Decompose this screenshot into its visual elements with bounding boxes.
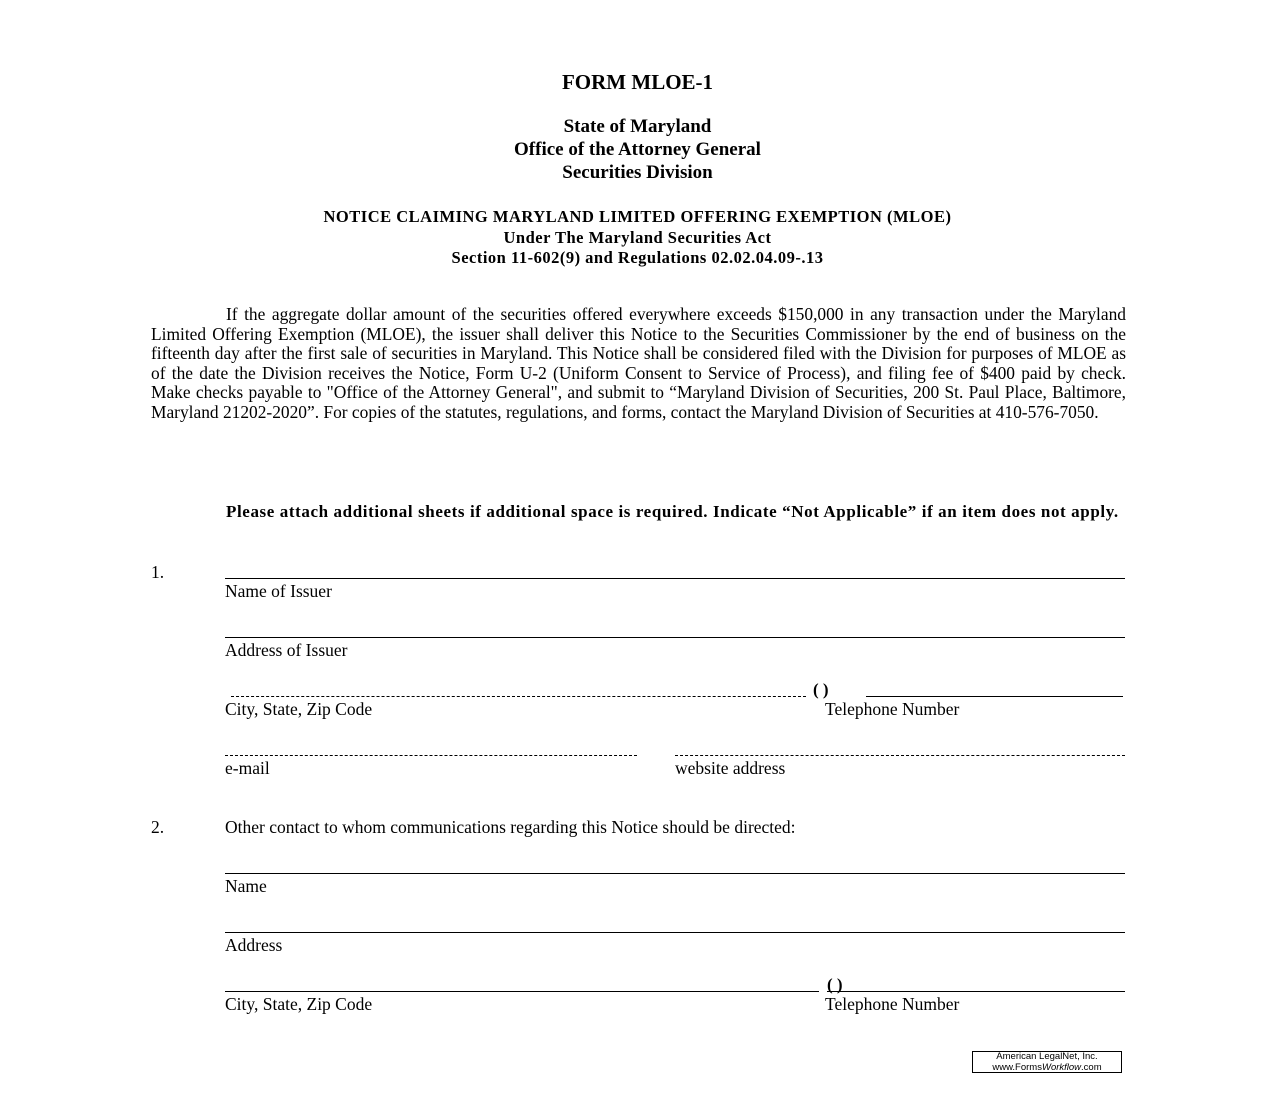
contact-name-field[interactable] bbox=[225, 873, 1125, 874]
item-2-number: 2. bbox=[151, 817, 165, 837]
issuer-phone-field[interactable] bbox=[866, 696, 1123, 697]
notice-title: NOTICE CLAIMING MARYLAND LIMITED OFFERING EXEMPTION (MLOE) bbox=[323, 207, 952, 226]
contact-city-label: City, State, Zip Code bbox=[225, 994, 373, 1014]
contact-address-field[interactable] bbox=[225, 932, 1125, 933]
attach-note: Please attach additional sheets if additional space is required. Indicate “Not Applicable” if an item does not apply. bbox=[226, 502, 1119, 521]
issuer-email-field[interactable] bbox=[225, 755, 637, 756]
stamp-url: www.FormsWorkflow.com bbox=[992, 1061, 1102, 1073]
division-heading: Securities Division bbox=[562, 162, 713, 183]
section-subtitle: Section 11-602(9) and Regulations 02.02.04.09-.13 bbox=[451, 248, 824, 267]
contact-phone-field[interactable] bbox=[827, 991, 1125, 992]
issuer-name-field[interactable] bbox=[225, 578, 1125, 579]
issuer-website-field[interactable] bbox=[675, 755, 1125, 756]
form-title: FORM MLOE-1 bbox=[561, 70, 714, 94]
issuer-phone-label: Telephone Number bbox=[825, 699, 960, 719]
issuer-city-label: City, State, Zip Code bbox=[225, 699, 373, 719]
item-1-number: 1. bbox=[151, 562, 165, 582]
contact-phone-area-code[interactable]: ( ) bbox=[827, 975, 843, 994]
issuer-address-label: Address of Issuer bbox=[225, 640, 348, 660]
act-subtitle: Under The Maryland Securities Act bbox=[503, 228, 772, 247]
issuer-website-label: website address bbox=[675, 758, 786, 778]
issuer-address-field[interactable] bbox=[225, 637, 1125, 638]
instructions-paragraph: If the aggregate dollar amount of the securities offered everywhere exceeds $150,000 in any transaction under the Maryland Limited Offering Exemption (MLOE), the issuer shall deliver this Notice to the Securities Commissioner by the end of business on the fifteenth day after the first sale of securities in Maryland. This Notice shall be considered filed with the Division for purposes of MLOE as of the date the Division receives the Notice, Form U-2 (Uniform Consent to Service of Process), and filing fee of $400 paid by check. Make checks payable to "Office of the Attorney General", and submit to “Maryland Division of Securities, 200 St. Paul Place, Baltimore, Maryland 21202-2020”. For copies of the statutes, regulations, and forms, contact the Maryland Division of Securities at 410-576-7050. bbox=[151, 304, 1126, 422]
office-heading: Office of the Attorney General bbox=[514, 139, 761, 160]
other-contact-prompt: Other contact to whom communications regarding this Notice should be directed: bbox=[225, 817, 796, 837]
state-heading: State of Maryland bbox=[563, 116, 712, 137]
contact-name-label: Name bbox=[225, 876, 267, 896]
issuer-email-label: e-mail bbox=[225, 758, 270, 778]
issuer-city-field[interactable] bbox=[231, 696, 806, 697]
issuer-name-label: Name of Issuer bbox=[225, 581, 332, 601]
publisher-stamp bbox=[972, 1051, 1122, 1073]
stamp-company: American LegalNet, Inc. bbox=[996, 1051, 1098, 1062]
contact-city-field[interactable] bbox=[225, 991, 819, 992]
issuer-phone-area-code[interactable]: ( ) bbox=[813, 680, 829, 699]
contact-address-label: Address bbox=[225, 935, 283, 955]
contact-phone-label: Telephone Number bbox=[825, 994, 960, 1014]
